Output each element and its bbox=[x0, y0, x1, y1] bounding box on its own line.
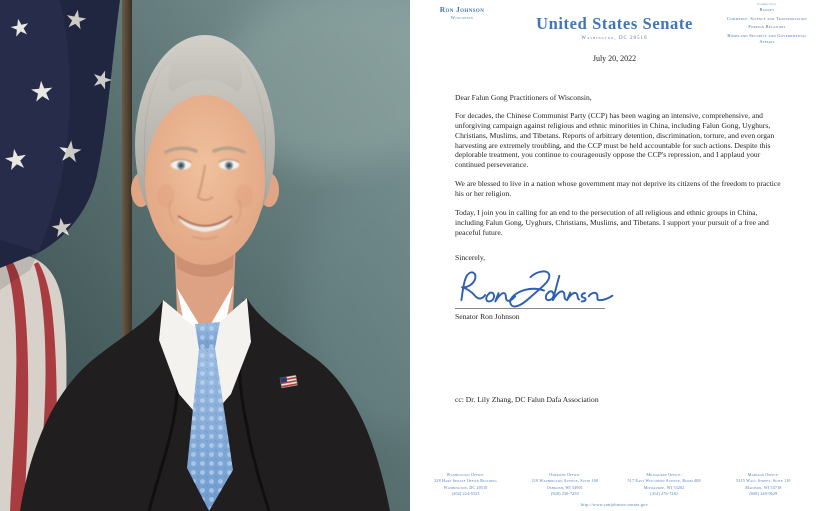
office-name: Madison Office: bbox=[747, 472, 779, 478]
office-washington bbox=[416, 472, 515, 497]
cc-line: cc: Dr. Lily Zhang, DC Falun Dafa Association bbox=[455, 395, 599, 405]
paragraph: We are blessed to live in a nation whose government may not deprive its citizens of the freedom to practice his or her religion. bbox=[455, 179, 781, 199]
salutation: Dear Falun Gong Practitioners of Wisconsin, bbox=[455, 93, 592, 102]
committees-list bbox=[721, 2, 813, 48]
office-address: 5315 Wall Street, Suite 110 bbox=[736, 478, 791, 484]
committees-label: Committees: bbox=[757, 2, 777, 6]
signature-line bbox=[455, 308, 605, 309]
letter-body bbox=[410, 93, 819, 404]
office-oshkosh bbox=[515, 472, 614, 497]
office-address: 219 Washington Avenue, Suite 100 bbox=[531, 478, 599, 484]
closing: Sincerely, bbox=[455, 253, 486, 263]
letter-date: July 20, 2022 bbox=[592, 54, 637, 63]
signature-script bbox=[455, 268, 783, 308]
office-milwaukee bbox=[615, 472, 714, 497]
paragraph: Today, I join you in calling for an end to the persecution of all religious and ethnic groups in China, including Falun Gong, Uyghurs, Christians, Muslims, and Tibetans. I support your pursuit of a free and peaceful future. bbox=[455, 207, 769, 237]
office-address: Milwaukee, WI 53202 bbox=[643, 484, 685, 490]
committee-item: Homeland Security and Governmental Affairs bbox=[727, 33, 807, 44]
letterhead bbox=[410, 0, 819, 48]
sender-state: Wisconsin bbox=[450, 15, 474, 20]
website-url: http://www.ronjohnson.senate.gov bbox=[580, 502, 649, 507]
office-address: 328 Hart Senate Office Building bbox=[434, 478, 498, 484]
office-address: Washington, DC 20510 bbox=[443, 484, 488, 490]
office-address: Madison, WI 53718 bbox=[745, 484, 782, 490]
sender-name: Ron Johnson bbox=[439, 5, 485, 14]
office-name: Milwaukee Office: bbox=[646, 472, 682, 478]
senate-address: Washington, DC 20510 bbox=[581, 36, 648, 41]
office-name: Oshkosh Office: bbox=[549, 472, 581, 478]
office-phone: (202) 224-5323 bbox=[451, 490, 480, 496]
letter-document bbox=[410, 0, 819, 511]
office-phone: (608) 240-9629 bbox=[749, 490, 778, 496]
paragraph: For decades, the Chinese Communist Party (CCP) has been waging an intensive, comprehensive, and unforgiving campaign against religious and ethnic minorities in China, including Falun Gong, Uyghurs, Christians, Muslims, and Tibetans. Reports of arbitrary detention, discrimination, torture, and even organ harvesting are extremely troubling, and the CCP must be held accountable for such actions. Despite this deplorable treatment, you continue to courageously oppose the CCP's repression, and I applaud your continued perseverance. bbox=[455, 111, 775, 170]
letterhead-footer bbox=[410, 472, 819, 507]
committee-item: Foreign Relations bbox=[748, 24, 786, 30]
office-phone: (414) 276-7282 bbox=[650, 490, 679, 496]
flag-pole bbox=[122, 0, 132, 360]
committee-item: Budget bbox=[759, 7, 775, 12]
office-phone: (920) 230-7250 bbox=[550, 490, 579, 496]
signed-by: Senator Ron Johnson bbox=[455, 312, 520, 322]
office-address: 517 East Wisconsin Avenue, Room 408 bbox=[627, 478, 701, 484]
office-address: Oshkosh, WI 54901 bbox=[546, 484, 584, 490]
committee-item: Commerce, Science and Transportation bbox=[727, 15, 807, 21]
office-list bbox=[410, 472, 819, 497]
signature-drawing bbox=[455, 268, 615, 308]
office-name: Washington Office: bbox=[446, 472, 485, 478]
senate-title: United States Senate bbox=[536, 14, 693, 33]
office-madison bbox=[714, 472, 813, 497]
